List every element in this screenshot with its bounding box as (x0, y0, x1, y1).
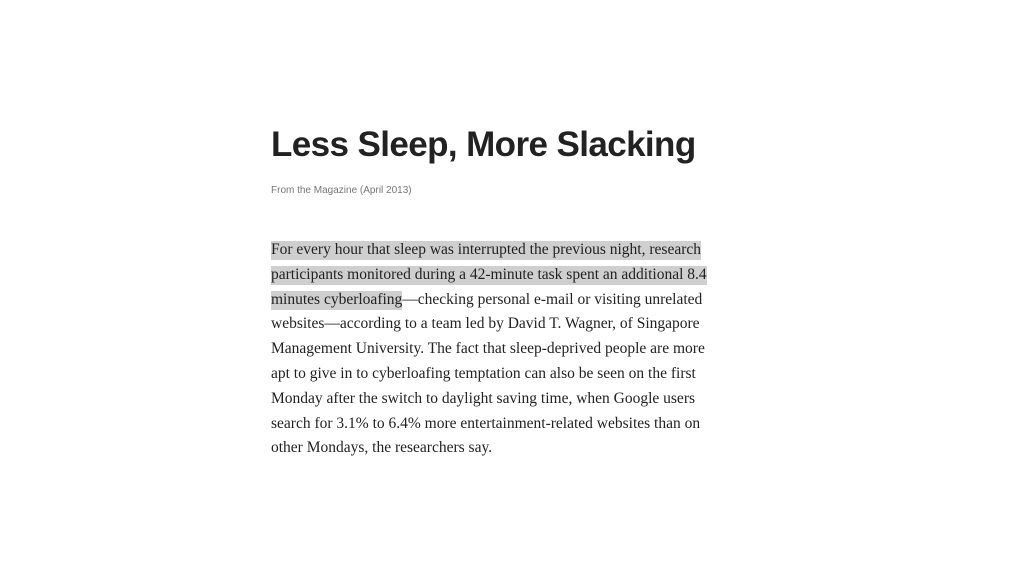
body-line (271, 436, 761, 461)
body-text: websites—according to a team led by David T. Wagner, of Singapore (271, 315, 700, 333)
body-text: —checking personal e-mail or visiting unrelated (402, 290, 703, 308)
body-line (271, 263, 761, 288)
selected-text[interactable]: minutes cyberloafing (271, 290, 403, 308)
body-text: Monday after the switch to daylight saving time, when Google users (271, 389, 696, 407)
body-line (271, 288, 761, 313)
selected-text[interactable]: participants monitored during a 42-minute task spent an additional 8.4 (271, 265, 707, 283)
article-meta: From the Magazine (April 2013) (271, 185, 412, 196)
body-line (271, 337, 761, 362)
body-line (271, 362, 761, 387)
article (271, 124, 771, 461)
body-text: Management University. The fact that sleep-deprived people are more (271, 340, 705, 358)
body-line (271, 312, 761, 337)
body-text: apt to give in to cyberloafing temptation can also be seen on the first (271, 364, 696, 382)
body-line (271, 238, 761, 263)
body-text: other Mondays, the researchers say. (271, 439, 493, 457)
body-line (271, 387, 761, 412)
article-body[interactable] (271, 238, 761, 461)
selected-text[interactable]: For every hour that sleep was interrupted the previous night, research (271, 241, 701, 258)
body-text: search for 3.1% to 6.4% more entertainment-related websites than on (271, 414, 701, 432)
article-title: Less Sleep, More Slacking (271, 125, 696, 164)
body-line (271, 412, 761, 437)
